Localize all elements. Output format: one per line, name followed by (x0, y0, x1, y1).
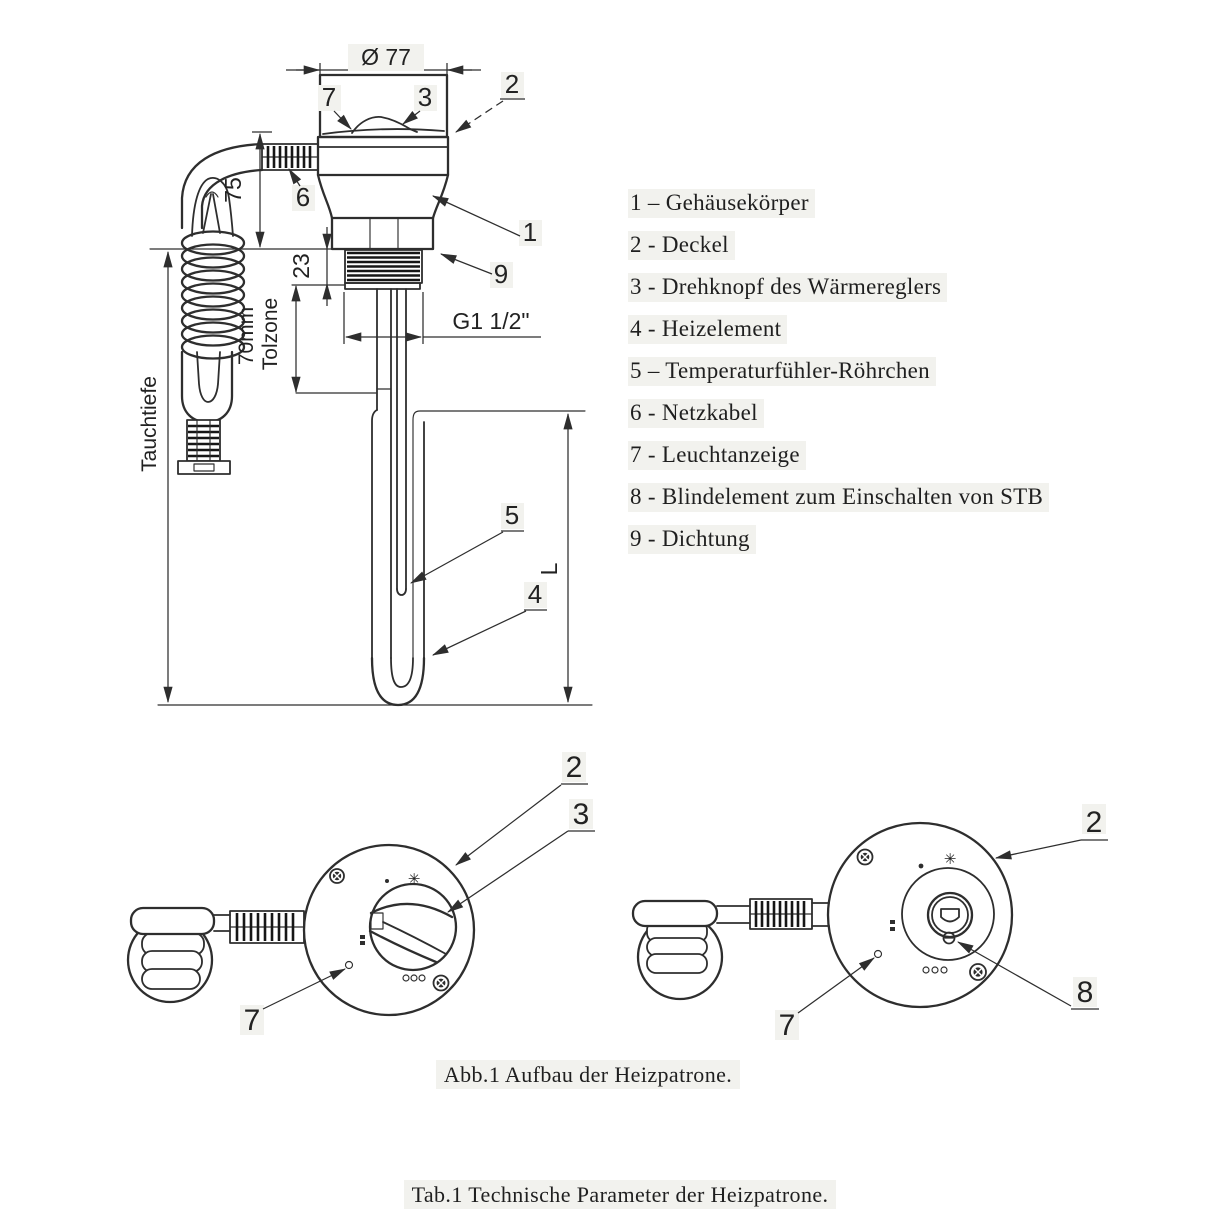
dim-23-label: 23 (288, 253, 314, 279)
dimension-diameter (286, 44, 481, 76)
figure-caption (420, 1062, 756, 1088)
cover-screw (858, 850, 873, 865)
knob-view-callouts (240, 751, 595, 1037)
dimension-thread-length (288, 227, 327, 306)
callout-6-label: 6 (295, 182, 311, 212)
callout-4-label: 4 (527, 579, 543, 609)
dim-diameter-label: Ø 77 (361, 44, 411, 70)
callout-2-label: 2 (504, 69, 520, 99)
blind-element (928, 893, 972, 944)
dial-tick (360, 935, 365, 939)
legend-item-6-text: 6 - Netzkabel (628, 399, 764, 428)
dial-tick (360, 941, 365, 945)
legend-item-8 (628, 476, 1049, 518)
legend-item-2 (628, 224, 1049, 266)
indicator-lamp (875, 951, 882, 958)
power-plug (633, 899, 829, 999)
legend-item-4 (628, 308, 1049, 350)
callout-8-label: 8 (1076, 976, 1094, 1009)
cover-screw (330, 869, 344, 883)
dial-dot (932, 967, 938, 973)
callout-2-label: 2 (1085, 806, 1103, 839)
legend-item-7-text: 7 - Leuchtanzeige (628, 441, 806, 470)
legend (628, 182, 1049, 560)
dimension-thread-size (344, 292, 541, 344)
frost-symbol-icon: ✳ (943, 851, 957, 868)
top-view-blind (633, 804, 1108, 1042)
dimension-dead-zone (235, 286, 296, 392)
dim-thread-size-label: G1 1/2" (452, 308, 530, 334)
dial-dot (385, 879, 389, 883)
legend-item-2-text: 2 - Deckel (628, 231, 735, 260)
cover-circle (304, 845, 474, 1015)
temperature-sensor-capsule (178, 420, 230, 474)
power-plug (128, 908, 304, 1002)
cover-screw (970, 964, 986, 980)
figure-caption-text: Abb.1 Aufbau der Heizpatrone. (436, 1060, 740, 1089)
callout-7-label: 7 (778, 1009, 796, 1042)
callout-7-label: 7 (321, 82, 337, 112)
legend-item-3-text: 3 - Drehknopf des Wärmereglers (628, 273, 947, 302)
indicator-lamp (346, 962, 353, 969)
top-view-knob (128, 751, 595, 1037)
thread-section (345, 250, 422, 289)
dial-tick (890, 927, 895, 931)
heating-element-tube (372, 289, 585, 705)
dial-dot (941, 967, 947, 973)
dim-length-label: L (536, 562, 562, 576)
legend-item-6 (628, 392, 1049, 434)
dim-tauchtiefe-label: Tauchtiefe (138, 376, 161, 472)
cover-circle (828, 823, 1012, 1007)
dial-tick (890, 920, 895, 924)
table-caption (400, 1182, 840, 1208)
dial-dot (919, 864, 924, 869)
legend-item-3 (628, 266, 1049, 308)
dial-dot (419, 975, 425, 981)
frost-symbol-icon: ✳ (407, 871, 421, 888)
housing-body (318, 175, 448, 249)
table-caption-text: Tab.1 Technische Parameter der Heizpatrone. (404, 1180, 837, 1209)
dim-tolzone-label: Tolzone (259, 297, 282, 371)
callout-2-label: 2 (565, 751, 583, 784)
thermostat-knob[interactable] (370, 884, 456, 970)
callout-5-label: 5 (504, 500, 520, 530)
legend-item-8-text: 8 - Blindelement zum Einschalten von STB (628, 483, 1049, 512)
dial-dot (411, 975, 417, 981)
legend-item-1 (628, 182, 1049, 224)
legend-item-5-text: 5 – Temperaturfühler-Röhrchen (628, 357, 936, 386)
legend-item-7 (628, 434, 1049, 476)
thermostat-opening (902, 868, 994, 960)
dimension-element-length (536, 414, 568, 702)
dimension-immersion-depth (138, 252, 168, 702)
callout-3-label: 3 (572, 798, 590, 831)
callout-7-label: 7 (243, 1004, 261, 1037)
blind-view-callouts (775, 804, 1108, 1042)
legend-item-1-text: 1 – Gehäusekörper (628, 189, 815, 218)
callout-1-label: 1 (522, 217, 538, 247)
legend-item-5 (628, 350, 1049, 392)
dial-dot (923, 967, 929, 973)
side-view-callouts (289, 69, 547, 655)
side-view (138, 44, 592, 705)
cable-gland (262, 144, 318, 170)
dim-70mm-label: 70mm (235, 306, 258, 366)
legend-item-9-text: 9 - Dichtung (628, 525, 756, 554)
legend-item-9 (628, 518, 1049, 560)
legend-item-4-text: 4 - Heizelement (628, 315, 787, 344)
callout-3-label: 3 (417, 82, 433, 112)
dim-75-label: 75 (220, 177, 246, 203)
callout-9-label: 9 (493, 259, 509, 289)
dial-dot (403, 975, 409, 981)
cover-screw (434, 976, 449, 991)
